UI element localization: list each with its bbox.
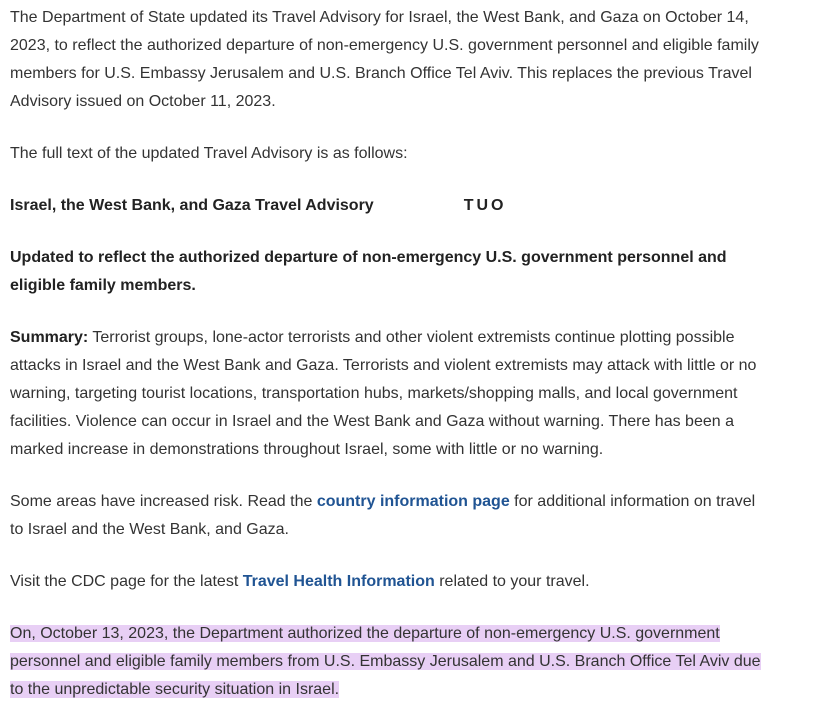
risk-paragraph xyxy=(10,488,770,544)
intro-paragraph: The Department of State updated its Travel Advisory for Israel, the West Bank, and Gaza on October 14, 2023, to reflect the authorized departure of non-emergency U.S. government personnel and eligible family members for U.S. Embassy Jerusalem and U.S. Branch Office Tel Aviv. This replaces the previous Travel Advisory issued on October 11, 2023. xyxy=(10,9,759,110)
risk-text-before: Some areas have increased risk. Read the xyxy=(10,493,317,510)
cdc-text-after: related to your travel. xyxy=(434,573,590,590)
summary-paragraph xyxy=(10,324,770,464)
risk-text-after: for additional information on travel to Israel and the West Bank, and Gaza. xyxy=(10,493,756,538)
cdc-text-before: Visit the CDC page for the latest xyxy=(10,573,243,590)
country-information-link[interactable]: country information page xyxy=(316,493,510,510)
advisory-title: Israel, the West Bank, and Gaza Travel Advisory xyxy=(10,197,374,214)
advisory-title-row xyxy=(10,192,770,220)
highlighted-text: On, October 13, 2023, the Department authorized the departure of non-emergency U.S. government personnel and eligible family members from U.S. Embassy Jerusalem and U.S. Branch Office Tel Aviv due to the unpredictable security situation in Israel. xyxy=(10,625,761,698)
travel-health-information-link[interactable]: Travel Health Information xyxy=(242,573,435,590)
summary-label: Summary: xyxy=(10,329,89,346)
updated-note: Updated to reflect the authorized departure of non-emergency U.S. government personnel and eligible family members. xyxy=(10,249,727,294)
advisory-code: TUO xyxy=(463,197,507,214)
cdc-paragraph xyxy=(10,568,770,596)
highlighted-paragraph xyxy=(10,620,770,704)
summary-text: Terrorist groups, lone-actor terrorists and other violent extremists continue plotting possible attacks in Israel and the West Bank and Gaza. Terrorists and violent extremists may attack with little or no warning, targeting tourist locations, transportation hubs, markets/shopping malls, and local government facilities. Violence can occur in Israel and the West Bank and Gaza without warning. There has been a marked increase in demonstrations throughout Israel, some with little or no warning. xyxy=(10,329,757,458)
full-text-intro: The full text of the updated Travel Advisory is as follows: xyxy=(10,145,408,162)
